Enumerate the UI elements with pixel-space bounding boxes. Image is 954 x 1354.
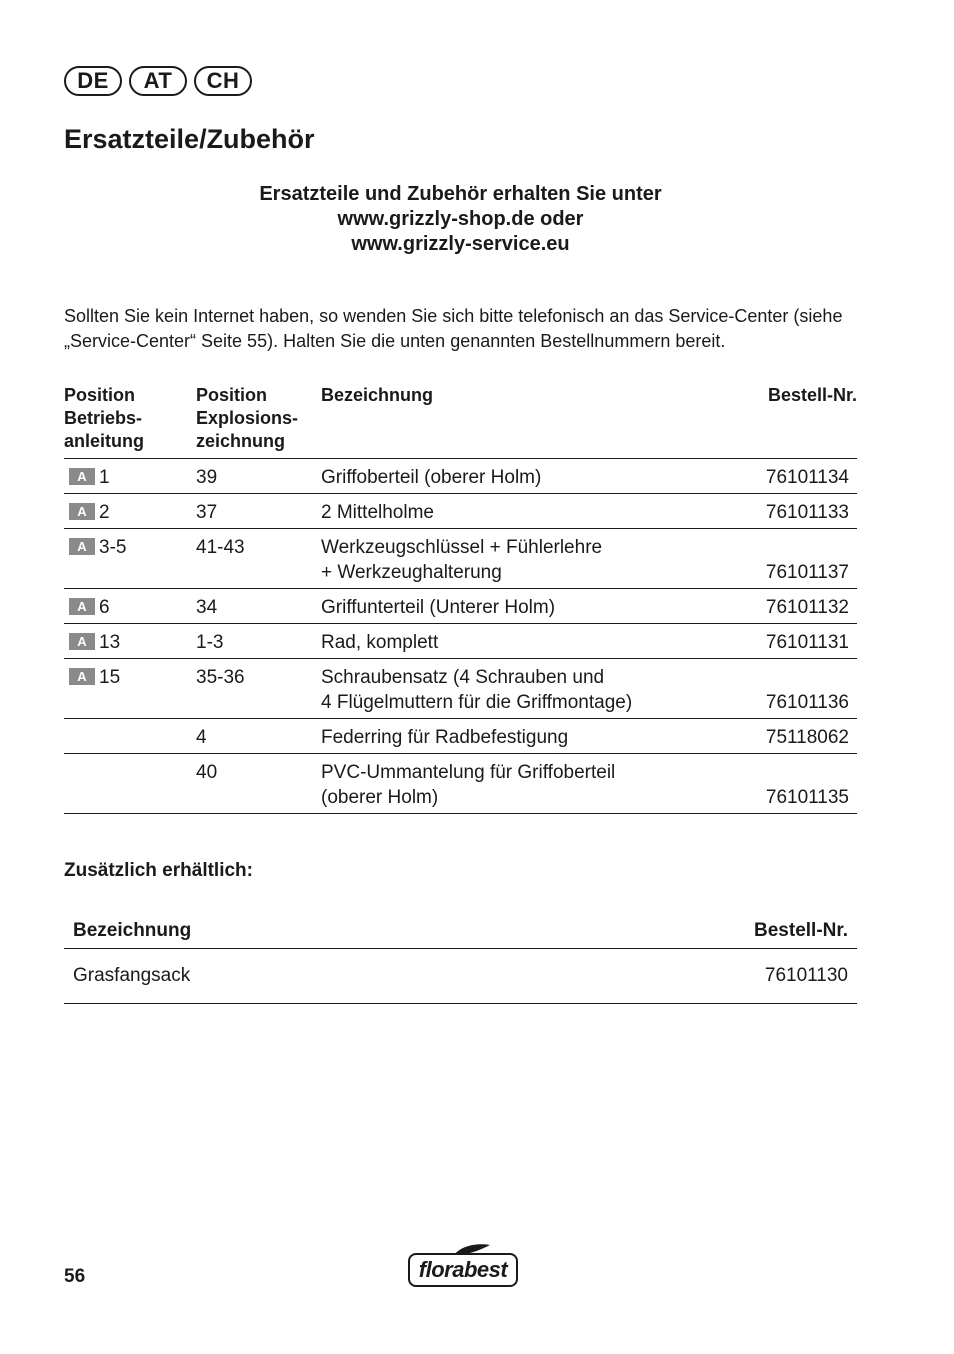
table-header-row bbox=[64, 918, 857, 949]
table-header-row bbox=[64, 384, 857, 459]
table-row bbox=[64, 529, 857, 589]
header-order-number: Bestell-Nr. bbox=[721, 384, 857, 459]
language-badges bbox=[64, 66, 252, 96]
table-row bbox=[64, 589, 857, 624]
cell-position-exploded: 4 bbox=[196, 719, 321, 754]
table-row bbox=[64, 949, 857, 1004]
cell-order-number: 76101135 bbox=[721, 754, 857, 814]
page-title: Ersatzteile/Zubehör bbox=[64, 124, 315, 154]
cell-position-exploded: 35-36 bbox=[196, 659, 321, 719]
cell-description: 2 Mittelholme bbox=[321, 494, 721, 529]
intro-paragraph: Sollten Sie kein Internet haben, so wenden Sie sich bitte telefonisch an das Service-Center (siehe „Service-Center“ Seite 55). Halten Sie die unten genannten Bestellnummern bereit. bbox=[64, 306, 843, 351]
cell-order-number: 76101133 bbox=[721, 494, 857, 529]
figure-a-badge: A bbox=[69, 538, 95, 555]
table-row bbox=[64, 719, 857, 754]
language-badge-at: AT bbox=[129, 66, 187, 96]
table-row bbox=[64, 754, 857, 814]
cell-description: Griffoberteil (oberer Holm) bbox=[321, 459, 721, 494]
cell-position-exploded: 40 bbox=[196, 754, 321, 814]
table-row bbox=[64, 624, 857, 659]
header-position-exploded: Position Explosions- zeichnung bbox=[196, 384, 321, 459]
cell-order-number: 76101134 bbox=[721, 459, 857, 494]
shop-notice bbox=[64, 182, 857, 257]
cell-order-number: 76101137 bbox=[721, 529, 857, 589]
table-row bbox=[64, 494, 857, 529]
cell-position-manual bbox=[64, 754, 196, 814]
accessories-table bbox=[64, 918, 857, 1004]
cell-position-manual: A 13 bbox=[64, 624, 196, 659]
figure-a-badge: A bbox=[69, 503, 95, 520]
page-number: 56 bbox=[64, 1266, 86, 1287]
cell-position-exploded: 41-43 bbox=[196, 529, 321, 589]
accessory-description: Grasfangsack bbox=[64, 949, 499, 1004]
cell-position-exploded: 39 bbox=[196, 459, 321, 494]
language-badge-ch: CH bbox=[194, 66, 252, 96]
cell-description: Schraubensatz (4 Schrauben und 4 Flügelmuttern für die Griffmontage) bbox=[321, 659, 721, 719]
figure-a-badge: A bbox=[69, 598, 95, 615]
accessory-order-number: 76101130 bbox=[499, 949, 857, 1004]
cell-position-manual bbox=[64, 719, 196, 754]
cell-description: PVC-Ummantelung für Griffoberteil (oberer Holm) bbox=[321, 754, 721, 814]
cell-position-exploded: 1-3 bbox=[196, 624, 321, 659]
cell-position-manual: A 1 bbox=[64, 459, 196, 494]
shop-notice-link-shop[interactable]: www.grizzly-shop.de oder bbox=[337, 208, 584, 230]
cell-position-exploded: 37 bbox=[196, 494, 321, 529]
shop-notice-line-1: Ersatzteile und Zubehör erhalten Sie unter bbox=[259, 183, 662, 205]
header-description: Bezeichnung bbox=[321, 384, 721, 459]
cell-position-manual: A 2 bbox=[64, 494, 196, 529]
shop-notice-link-service[interactable]: www.grizzly-service.eu bbox=[351, 233, 570, 255]
figure-a-badge: A bbox=[69, 468, 95, 485]
header-description: Bezeichnung bbox=[64, 918, 499, 949]
spare-parts-table bbox=[64, 384, 857, 814]
cell-order-number: 76101136 bbox=[721, 659, 857, 719]
figure-a-badge: A bbox=[69, 668, 95, 685]
table-row bbox=[64, 659, 857, 719]
cell-order-number: 76101132 bbox=[721, 589, 857, 624]
cell-order-number: 76101131 bbox=[721, 624, 857, 659]
cell-position-exploded: 34 bbox=[196, 589, 321, 624]
cell-description: Rad, komplett bbox=[321, 624, 721, 659]
header-position-manual: Position Betriebs- anleitung bbox=[64, 384, 196, 459]
cell-description: Griffunterteil (Unterer Holm) bbox=[321, 589, 721, 624]
spare-parts-body bbox=[64, 459, 857, 814]
cell-position-manual: A 15 bbox=[64, 659, 196, 719]
figure-a-badge: A bbox=[69, 633, 95, 650]
cell-description: Werkzeugschlüssel + Fühlerlehre + Werkzeughalterung bbox=[321, 529, 721, 589]
header-order-number: Bestell-Nr. bbox=[499, 918, 857, 949]
language-badge-de: DE bbox=[64, 66, 122, 96]
brand-logo: florabest bbox=[408, 1253, 518, 1287]
additional-heading: Zusätzlich erhältlich: bbox=[64, 860, 253, 881]
cell-position-manual: A 3-5 bbox=[64, 529, 196, 589]
table-row bbox=[64, 459, 857, 494]
cell-order-number: 75118062 bbox=[721, 719, 857, 754]
cell-description: Federring für Radbefestigung bbox=[321, 719, 721, 754]
cell-position-manual: A 6 bbox=[64, 589, 196, 624]
